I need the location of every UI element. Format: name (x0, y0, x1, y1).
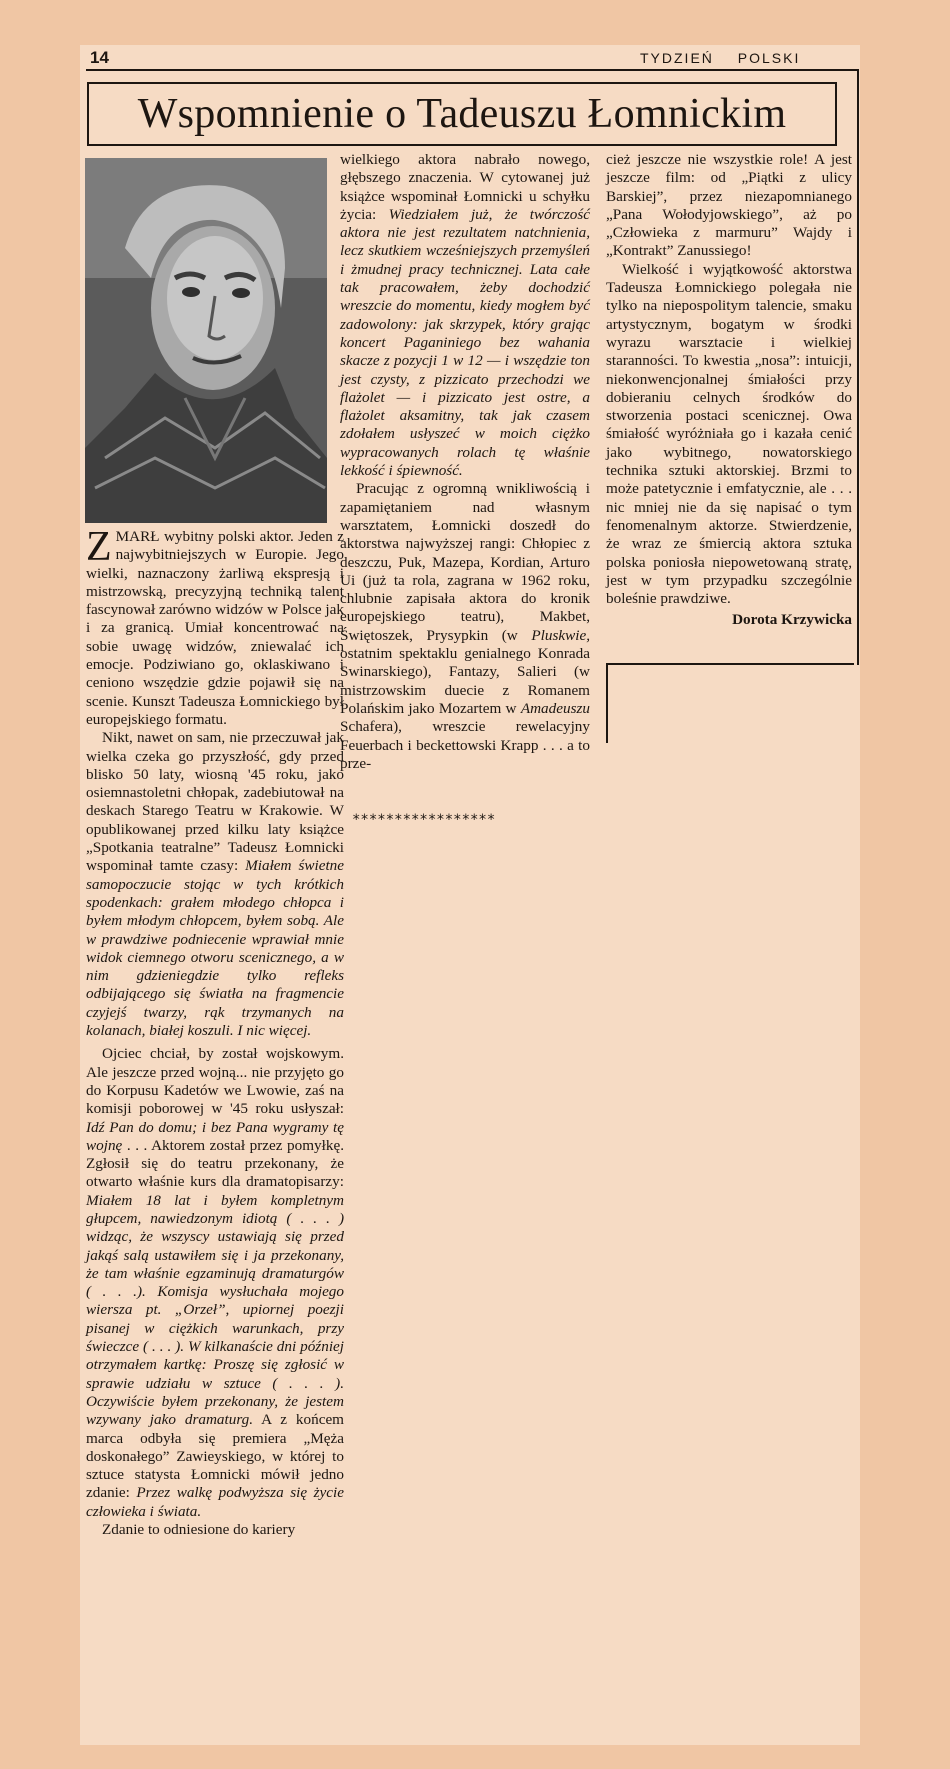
right-rule (857, 69, 859, 665)
article-column-3 (606, 151, 852, 630)
end-box-left-rule (606, 663, 608, 743)
paragraph-technique: wielkiego aktora nabrało nowego, głębszego znaczenia. W cytowanej już książce wspominał Łomnicki u schyłku życia: Wiedziałem już, że twórczość aktora nie jest rezultatem natchnienia, lecz skutkiem wcześniejszych przemyśleń i żmudnej pracy technicznej. Lata całe tak pracowałem, żeby dochodzić wreszcie do momentu, kiedy mogłem być zadowolony: jak skrzypek, który grając koncert Paganiniego bez wahania skacze z pozycji 1 w 12 — i wszędzie ton jest czysty, z pizzicato przechodzi we flażolet — i pizzicato jest ostre, a flażolet aksamitny, tak jak czasem zdołałem usłyszeć w moich ciężko wypracowanych rolach tę właśnie lekkość i śpiewność. (340, 151, 590, 480)
paragraph-roles: Pracując z ogromną wnikliwością i zapamiętaniem nad własnym warsztatem, Łomnicki doszedł do aktorstwa najwyższej rangi: Chłopiec z deszczu, Puk, Mazepa, Kordian, Arturo Ui (już ta rola, zagrana w 1962 roku, chlubnie zapisała aktora do kronik europejskiego teatru), Makbet, Świętoszek, Prysypkin (w Pluskwie, ostatnim spektaklu genialnego Konrada Swinarskiego), Fantazy, Salieri (w mistrzowskim duecie z Romanem Polańskim jako Mozartem w Amadeuszu Schafera), wreszcie rewelacyjny Feuerbach i beckettowski Krapp . . . a to prze- (340, 480, 590, 772)
article-column-1 (86, 524, 344, 1539)
end-box-rule (606, 663, 854, 665)
headline-box (87, 82, 837, 146)
article-column-2 (340, 151, 590, 773)
paragraph-continued: Zdanie to odniesione do kariery (102, 1521, 296, 1539)
top-rule (86, 69, 858, 71)
page-number: 14 (90, 48, 109, 67)
drop-cap: Z (86, 524, 112, 570)
portrait-illustration (85, 158, 327, 523)
actor-portrait-photo (85, 158, 327, 523)
paragraph-debut: Nikt, nawet on sam, nie przeczuwał jak wielka czeka go przyszłość, gdy przed blisko 50 laty, wiosną '45 roku, jako osiemnastoletni chłopak, zadebiutował na deskach Starego Teatru w Krakowie. W opublikowanej przed kilku laty książce „Spotkania teatralne” Tadeusz Łomnicki wspominał tamte czasy: Miałem świetne samopoczucie stojąc w tych krótkich spodenkach: grałem młodego chłopca i byłem młodym chłopcem, byłem sobą. Ale w prawdziwe podniecenie wprawiał mnie widok ciemnego otworu scenicznego, a w nim gdzieniegdzie tylko refleks odbijającego się światła na fragmencie czyjejś twarzy, rąk trzymanych na kolanach, białej koszuli. I nic więcej. (86, 729, 344, 1040)
paragraph-greatness: Wielkość i wyjątkowość aktorstwa Tadeusza Łomnickiego polegała nie tylko na niepospolitym talencie, smaku artystycznym, bogatym w środki wyrazu warsztacie i wielkiej staranności. To kwestia „nosa”: intuicji, niekonwencjonalnej śmiałości przy dobieraniu celnych środków do stworzenia postaci scenicznej. Owa śmiałość wyróżniała go i kazała cenić jako wybitnego, nowatorskiego technika sztuki aktorskiej. Brzmi to może patetycznie i emfatycznie, ale . . . nic mniej nie da się napisać o tym fenomenalnym aktorze. Stwierdzenie, że wraz ze śmiercią aktora sztuka polska poniosła niepowetowaną stratę, jest w tym przypadku szczególnie boleśnie prawdziwe. (606, 260, 852, 608)
lead-paragraph: ZMARŁ wybitny polski aktor. Jeden z najwybitniejszych w Europie. Jego wielki, naznaczony żarliwą ekspresją i mistrzowską, precyzyjną techniką talent fascynował zarówno widzów w Polsce jak i za granicą. Umiał koncentrować na sobie uwagę widzów, zniewalać ich emocje. Podziwiano go, oklaskiwano i ceniono wszędzie gdzie pojawił się na scenie. Kunszt Tadeusza Łomnickiego był europejskiego formatu. (86, 524, 344, 728)
paragraph-father: Ojciec chciał, by został wojskowym. Ale jeszcze przed wojną... nie przyjęto go do Korpusu Kadetów we Lwowie, zaś na komisji poborowej w '45 roku usłyszał: Idź Pan do domu; i bez Pana wygramy tę wojnę . . . Aktorem został przez pomyłkę. Zgłosił się do teatru przekonany, że otwarto właśnie kurs dla dramatopisarzy: Miałem 18 lat i byłem kompletnym głupcem, nawiedzonym idiotą ( . . . ) widząc, że wszyscy ustawiają się przed jakąś salą ustawiłem się i ja przekonany, że tam właśnie egzaminują dramaturgów ( . . .). Komisja wysłuchała mojego wiersza pt. „Orzeł”, upiornej poezji pisanej w ciężkich warunkach, przy świeczce ( . . . ). W kilkanaście dni później otrzymałem kartkę: Proszę się zgłosić w sprawie udziału w sztuce ( . . . ). Oczywiście byłem przekonany, że jestem wzywany jako dramaturg. A z końcem marca odbyła się premiera „Męża doskonałego” Zawieyskiego, w której to sztuce statysta Łomnicki mówił jedno zdanie: Przez walkę podwyższa się życie człowieka i świata. (86, 1045, 344, 1520)
publication-name: TYDZIEŃ POLSKI (640, 50, 801, 66)
headline: Wspomnienie o Tadeuszu Łomnickim (137, 91, 787, 137)
author-signature: Dorota Krzywicka (732, 611, 852, 629)
paragraph-films: cież jeszcze nie wszystkie role! A jest jeszcze film: od „Piątki z ulicy Barskiej”, przez niezapomnianego „Pana Wołodyjowskiego”, aż po „Człowieka z marmuru” Wajdy i „Kontrakt” Zanussiego! (606, 151, 852, 260)
star-divider: ***************** (352, 812, 496, 828)
